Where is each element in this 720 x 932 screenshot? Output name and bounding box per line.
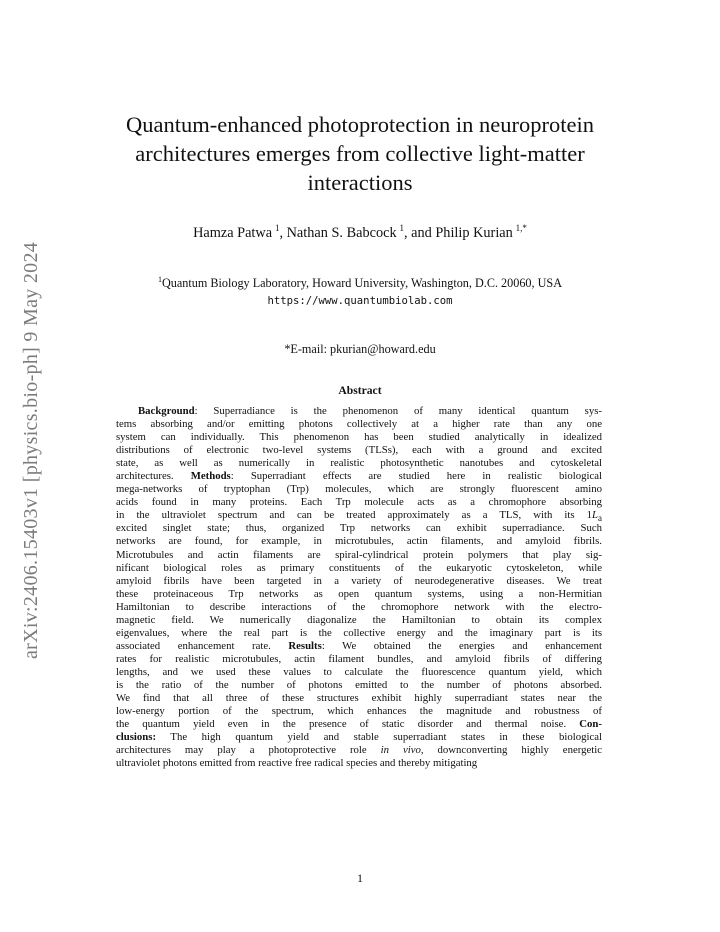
abstract-text: mega-networks of tryptophan (Trp) molecules, which are strongly fluorescent amino <box>116 483 602 496</box>
abstract-line <box>116 666 602 679</box>
abstract-line <box>116 562 602 575</box>
abstract-text: the quantum yield even in the presence of static disorder and thermal noise. <box>116 718 580 731</box>
title-line: Quantum-enhanced photoprotection in neuroprotein <box>126 112 594 137</box>
abstract-text: is the ratio of the number of photons emitted to the number of photons absorbed. <box>116 678 602 691</box>
author-separator: , and <box>403 225 436 241</box>
abstract-line <box>116 535 602 548</box>
abstract-line <box>116 470 602 483</box>
author-affiliation-mark: 1,* <box>515 223 527 233</box>
affiliation-mark: 1 <box>157 275 162 284</box>
abstract-section-label: Con- <box>579 718 602 731</box>
abstract-text: tems absorbing and/or emitting photons collectively at a higher rate than any one <box>116 418 602 431</box>
abstract-italic-text: in vivo <box>380 744 421 757</box>
abstract-body <box>116 405 602 770</box>
abstract-line <box>116 627 602 640</box>
abstract-text: networks are found, for example, in microtubules, actin filaments, and amyloid fibrils. <box>116 535 602 548</box>
abstract-text: eigenvalues, where the real part is the collective energy and the imaginary part is its <box>116 626 602 639</box>
abstract-text: ultraviolet photons emitted from reactive free radical species and thereby mitigating <box>116 757 478 770</box>
abstract-text: excited singlet state; thus, organized Trp networks can exhibit superradiance. Such <box>116 522 602 535</box>
abstract-line <box>116 757 602 770</box>
abstract-line <box>116 457 602 470</box>
author-name: Nathan S. Babcock <box>286 225 397 241</box>
abstract-line <box>116 509 602 522</box>
abstract-text: lengths, and we used these values to calculate the fluorescence quantum yield, which <box>116 665 602 678</box>
abstract-line <box>116 549 602 562</box>
abstract-line <box>116 731 602 744</box>
page-number: 1 <box>357 871 363 885</box>
abstract-line <box>116 653 602 666</box>
author-name: Hamza Patwa <box>193 225 273 241</box>
author-separator: , <box>279 225 287 241</box>
abstract-line <box>116 705 602 718</box>
paper-title <box>90 110 630 197</box>
abstract-text: , downconverting highly energetic <box>420 744 602 757</box>
abstract-section-label: Results <box>288 639 322 652</box>
abstract-section-label: Background <box>138 405 195 417</box>
abstract-line <box>116 418 602 431</box>
abstract-text: : Superradiance is the phenomenon of many identical quantum sys- <box>194 405 602 417</box>
abstract-text: these proteinaceous Trp networks as open quantum systems, using a non-Hermitian <box>116 587 602 600</box>
author-affiliation-mark: 1 <box>399 223 404 233</box>
abstract-line <box>116 718 602 731</box>
abstract-text: architectures may play a photoprotective role <box>116 744 381 757</box>
abstract-line <box>116 692 602 705</box>
author-name: Philip Kurian <box>435 225 513 241</box>
abstract-heading: Abstract <box>338 384 382 397</box>
abstract-line <box>116 444 602 457</box>
arxiv-side-stamp <box>12 220 52 680</box>
title-line: interactions <box>307 170 413 195</box>
abstract-section-label: clusions: <box>116 731 157 744</box>
abstract-line <box>116 640 602 653</box>
abstract-line <box>116 405 602 418</box>
abstract-text: acids found in many proteins. Each Trp molecule acts as a chromophore absorbing <box>116 496 602 509</box>
author-list <box>90 223 630 243</box>
abstract-text: nificant biological roles as primary constituents of the eukaryotic cytoskeleton, while <box>116 561 602 574</box>
abstract-text: distributions of electronic two-level systems (TLSs), each with a ground and excited <box>116 444 602 457</box>
abstract-text: : We obtained the energies and enhancement <box>321 639 602 652</box>
abstract-text: architectures. <box>116 470 191 483</box>
abstract-line <box>116 588 602 601</box>
abstract-text: Microtubules and actin filaments are spiral-cylindrical protein polymers that play sig- <box>116 548 602 561</box>
abstract-line <box>116 601 602 614</box>
arxiv-identifier: arXiv:2406.15403v1 [physics.bio-ph] 9 May 2024 <box>20 241 43 659</box>
abstract-text: The high quantum yield and stable superradiant states in these biological <box>156 731 602 744</box>
abstract-text: : Superradiant effects are studied here in realistic biological <box>230 470 602 483</box>
abstract-line <box>116 679 602 692</box>
abstract-text: in the ultraviolet spectrum and can be treated approximately as a TLS, with its 1 <box>116 509 593 522</box>
abstract-line <box>116 744 602 757</box>
affiliation-text: Quantum Biology Laboratory, Howard University, Washington, D.C. 20060, USA <box>161 276 563 290</box>
abstract-subscript: a <box>598 513 602 523</box>
abstract-line <box>116 575 602 588</box>
abstract-text: amyloid fibrils have been targeted in a variety of neurodegenerative diseases. We treat <box>116 574 602 587</box>
abstract-italic-text: L <box>592 509 599 522</box>
abstract-text: rates for realistic microtubules, actin filament bundles, and amyloid fibrils of differing <box>116 652 602 665</box>
abstract-text: system can individually. This phenomenon has been studied analytically in idealized <box>116 431 602 444</box>
abstract-line <box>116 483 602 496</box>
abstract-text: We find that all three of these structures exhibit highly superradiant states near the <box>116 692 602 705</box>
abstract-line <box>116 496 602 509</box>
contact-email: *E-mail: pkurian@howard.edu <box>284 342 436 356</box>
abstract-text: state, as well as numerically in realistic photosynthetic nanotubes and cytoskeletal <box>116 457 602 470</box>
abstract-text: low-energy portion of the spectrum, which enhances the magnitude and robustness of <box>116 705 602 718</box>
abstract-line <box>116 431 602 444</box>
abstract-text: magnetic field. We numerically diagonalize the Hamiltonian to obtain its complex <box>116 613 602 626</box>
lab-website-link[interactable]: https://www.quantumbiolab.com <box>267 295 453 307</box>
author-affiliation-mark: 1 <box>274 223 280 233</box>
abstract-section-label: Methods <box>190 470 231 483</box>
abstract-text: Hamiltonian to describe interactions of the chromophore network with the electro- <box>116 600 602 613</box>
title-line: architectures emerges from collective light-matter <box>135 141 585 166</box>
abstract-line <box>116 614 602 627</box>
affiliation <box>90 275 630 291</box>
abstract-line <box>116 522 602 535</box>
abstract-text: associated enhancement rate. <box>116 639 289 652</box>
